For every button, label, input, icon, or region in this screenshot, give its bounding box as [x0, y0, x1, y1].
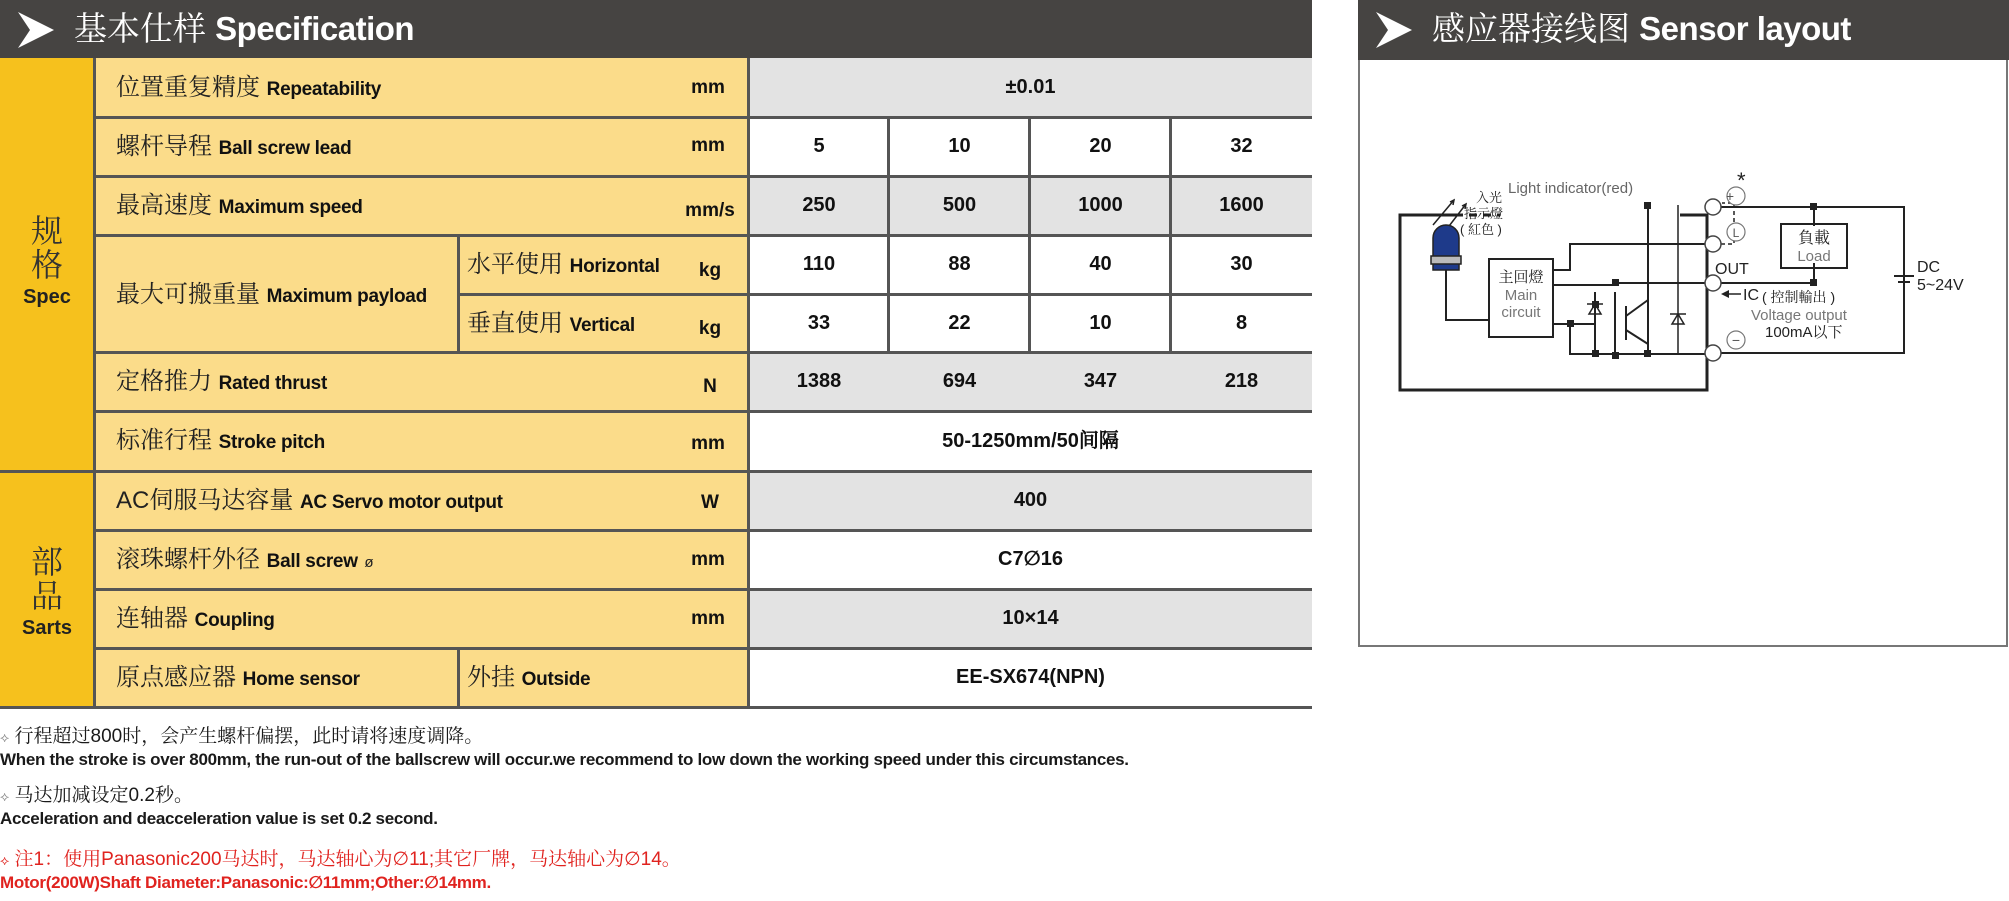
l-label: L — [1732, 226, 1740, 240]
label-screw: 滚珠螺杆外径 Ball screw ø — [116, 546, 374, 573]
value-horizontal-4: 30 — [1230, 253, 1253, 275]
value-thrust-4: 218 — [1224, 370, 1259, 392]
indicator-label-cn1: 入光 — [1476, 190, 1503, 205]
value-coupling: 10×14 — [1002, 607, 1059, 629]
unit-vertical: kg — [698, 318, 722, 339]
value-repeatability: ±0.01 — [1005, 76, 1056, 98]
sensor-panel — [1358, 60, 2008, 647]
value-lead-1: 5 — [813, 135, 825, 157]
divider — [457, 647, 460, 708]
out-label: OUT — [1715, 261, 1749, 278]
label-repeatability: 位置重复精度 Repeatability — [116, 74, 382, 101]
group-spec: 规 格 Spec — [0, 58, 94, 471]
load-cn: 負載 — [1797, 230, 1831, 247]
unit-screw: mm — [691, 549, 725, 570]
value-vertical-3: 10 — [1089, 312, 1112, 334]
unit-speed: mm/s — [685, 200, 735, 221]
unit-lead: mm — [691, 135, 725, 156]
sensor-header — [1358, 0, 2009, 60]
note-3: ⟡ 注1：使用Panasonic200马达时，马达轴心为∅11;其它厂牌，马达轴心为∅14。 Motor(200W)Shaft Diameter:Panasonic:∅11mm;Other:∅14mm. — [0, 849, 681, 892]
asterisk-label: * — [1737, 168, 1746, 193]
unit-stroke: mm — [691, 433, 725, 454]
terminal-minus — [1705, 345, 1721, 361]
note-1: ⟡ 行程超过800时，会产生螺杆偏摆，此时请将速度调降。 When the stroke is over 800mm, the run-out of the ballscrew will occur.we recommend to low down the working speed under this circumstances. — [0, 726, 1129, 769]
divider — [93, 58, 96, 708]
value-screw: C7∅16 — [998, 548, 1063, 570]
value-lead-3: 20 — [1089, 135, 1112, 157]
unit-motor: W — [701, 492, 719, 513]
dc-label: DC — [1917, 259, 1941, 276]
value-speed-3: 1000 — [1078, 194, 1123, 216]
note-2: ⟡ 马达加减设定0.2秒。 Acceleration and deacceleration value is set 0.2 second. — [0, 785, 438, 828]
main-circuit-cn: 主回燈 — [1498, 269, 1544, 286]
value-horizontal-1: 110 — [802, 253, 836, 275]
unit-repeatability: mm — [691, 77, 725, 98]
terminal-plus — [1705, 199, 1721, 215]
unit-horizontal: kg — [698, 260, 722, 281]
group-parts: 部 品 Sarts — [0, 471, 94, 708]
label-payload: 最大可搬重量 Maximum payload — [116, 281, 427, 308]
value-speed-4: 1600 — [1219, 194, 1264, 216]
sensor-title: 感应器接线图 Sensor layout — [1432, 10, 1851, 47]
label-motor: AC伺服马达容量 AC Servo motor output — [116, 487, 503, 514]
label-lead: 螺杆导程 Ball screw lead — [116, 133, 352, 160]
label-thrust: 定格推力 Rated thrust — [116, 368, 327, 395]
indicator-label-cn3: ( 紅色 ) — [1460, 222, 1502, 237]
label-stroke: 标准行程 Stroke pitch — [116, 427, 325, 454]
value-horizontal-3: 40 — [1089, 253, 1112, 275]
value-horizontal-2: 88 — [948, 253, 971, 275]
current-label: 100mA以下 — [1765, 324, 1843, 341]
control-output-label: ( 控制輸出 ) — [1762, 289, 1836, 305]
value-thrust-1: 1388 — [796, 370, 842, 392]
value-lead-2: 10 — [948, 135, 971, 157]
indicator-label-cn2: 指示燈 — [1464, 206, 1504, 221]
load-en: Load — [1797, 248, 1831, 265]
spec-header — [0, 0, 1312, 60]
terminal-l — [1705, 236, 1721, 252]
main-circuit-en2: circuit — [1501, 304, 1541, 321]
main-circuit-en1: Main — [1504, 287, 1538, 304]
label-home-outside: 外挂 Outside — [467, 664, 591, 691]
chevron-right-icon — [1374, 10, 1414, 50]
chevron-right-icon — [16, 10, 56, 50]
value-speed-2: 500 — [942, 194, 977, 216]
label-horizontal: 水平使用 Horizontal — [467, 251, 660, 278]
unit-coupling: mm — [691, 608, 725, 629]
voltage-output-label: Voltage output — [1751, 307, 1847, 324]
value-lead-4: 32 — [1230, 135, 1253, 157]
value-thrust-2: 694 — [942, 370, 977, 392]
value-speed-1: 250 — [802, 194, 836, 216]
divider — [0, 706, 1312, 709]
unit-thrust: N — [703, 376, 717, 397]
value-motor: 400 — [1013, 489, 1048, 511]
value-vertical-1: 33 — [807, 312, 831, 334]
light-indicator-label: Light indicator(red) — [1508, 180, 1634, 197]
label-speed: 最高速度 Maximum speed — [116, 192, 363, 219]
label-vertical: 垂直使用 Vertical — [467, 310, 635, 337]
sensor-wiring-diagram — [1360, 60, 2006, 645]
label-coupling: 连轴器 Coupling — [116, 605, 275, 632]
dc-range-label: 5~24V — [1917, 277, 1964, 294]
spec-title: 基本仕样 Specification — [74, 10, 415, 47]
plus-label: + — [1725, 188, 1735, 204]
ic-label: IC — [1743, 287, 1759, 304]
value-thrust-3: 347 — [1083, 370, 1118, 392]
value-home: EE-SX674(NPN) — [956, 666, 1105, 688]
value-vertical-4: 8 — [1235, 312, 1248, 334]
value-stroke: 50-1250mm/50间隔 — [942, 430, 1119, 452]
value-vertical-2: 22 — [948, 312, 971, 334]
divider — [457, 234, 460, 352]
label-home: 原点感应器 Home sensor — [116, 664, 360, 691]
minus-label: − — [1731, 332, 1741, 348]
